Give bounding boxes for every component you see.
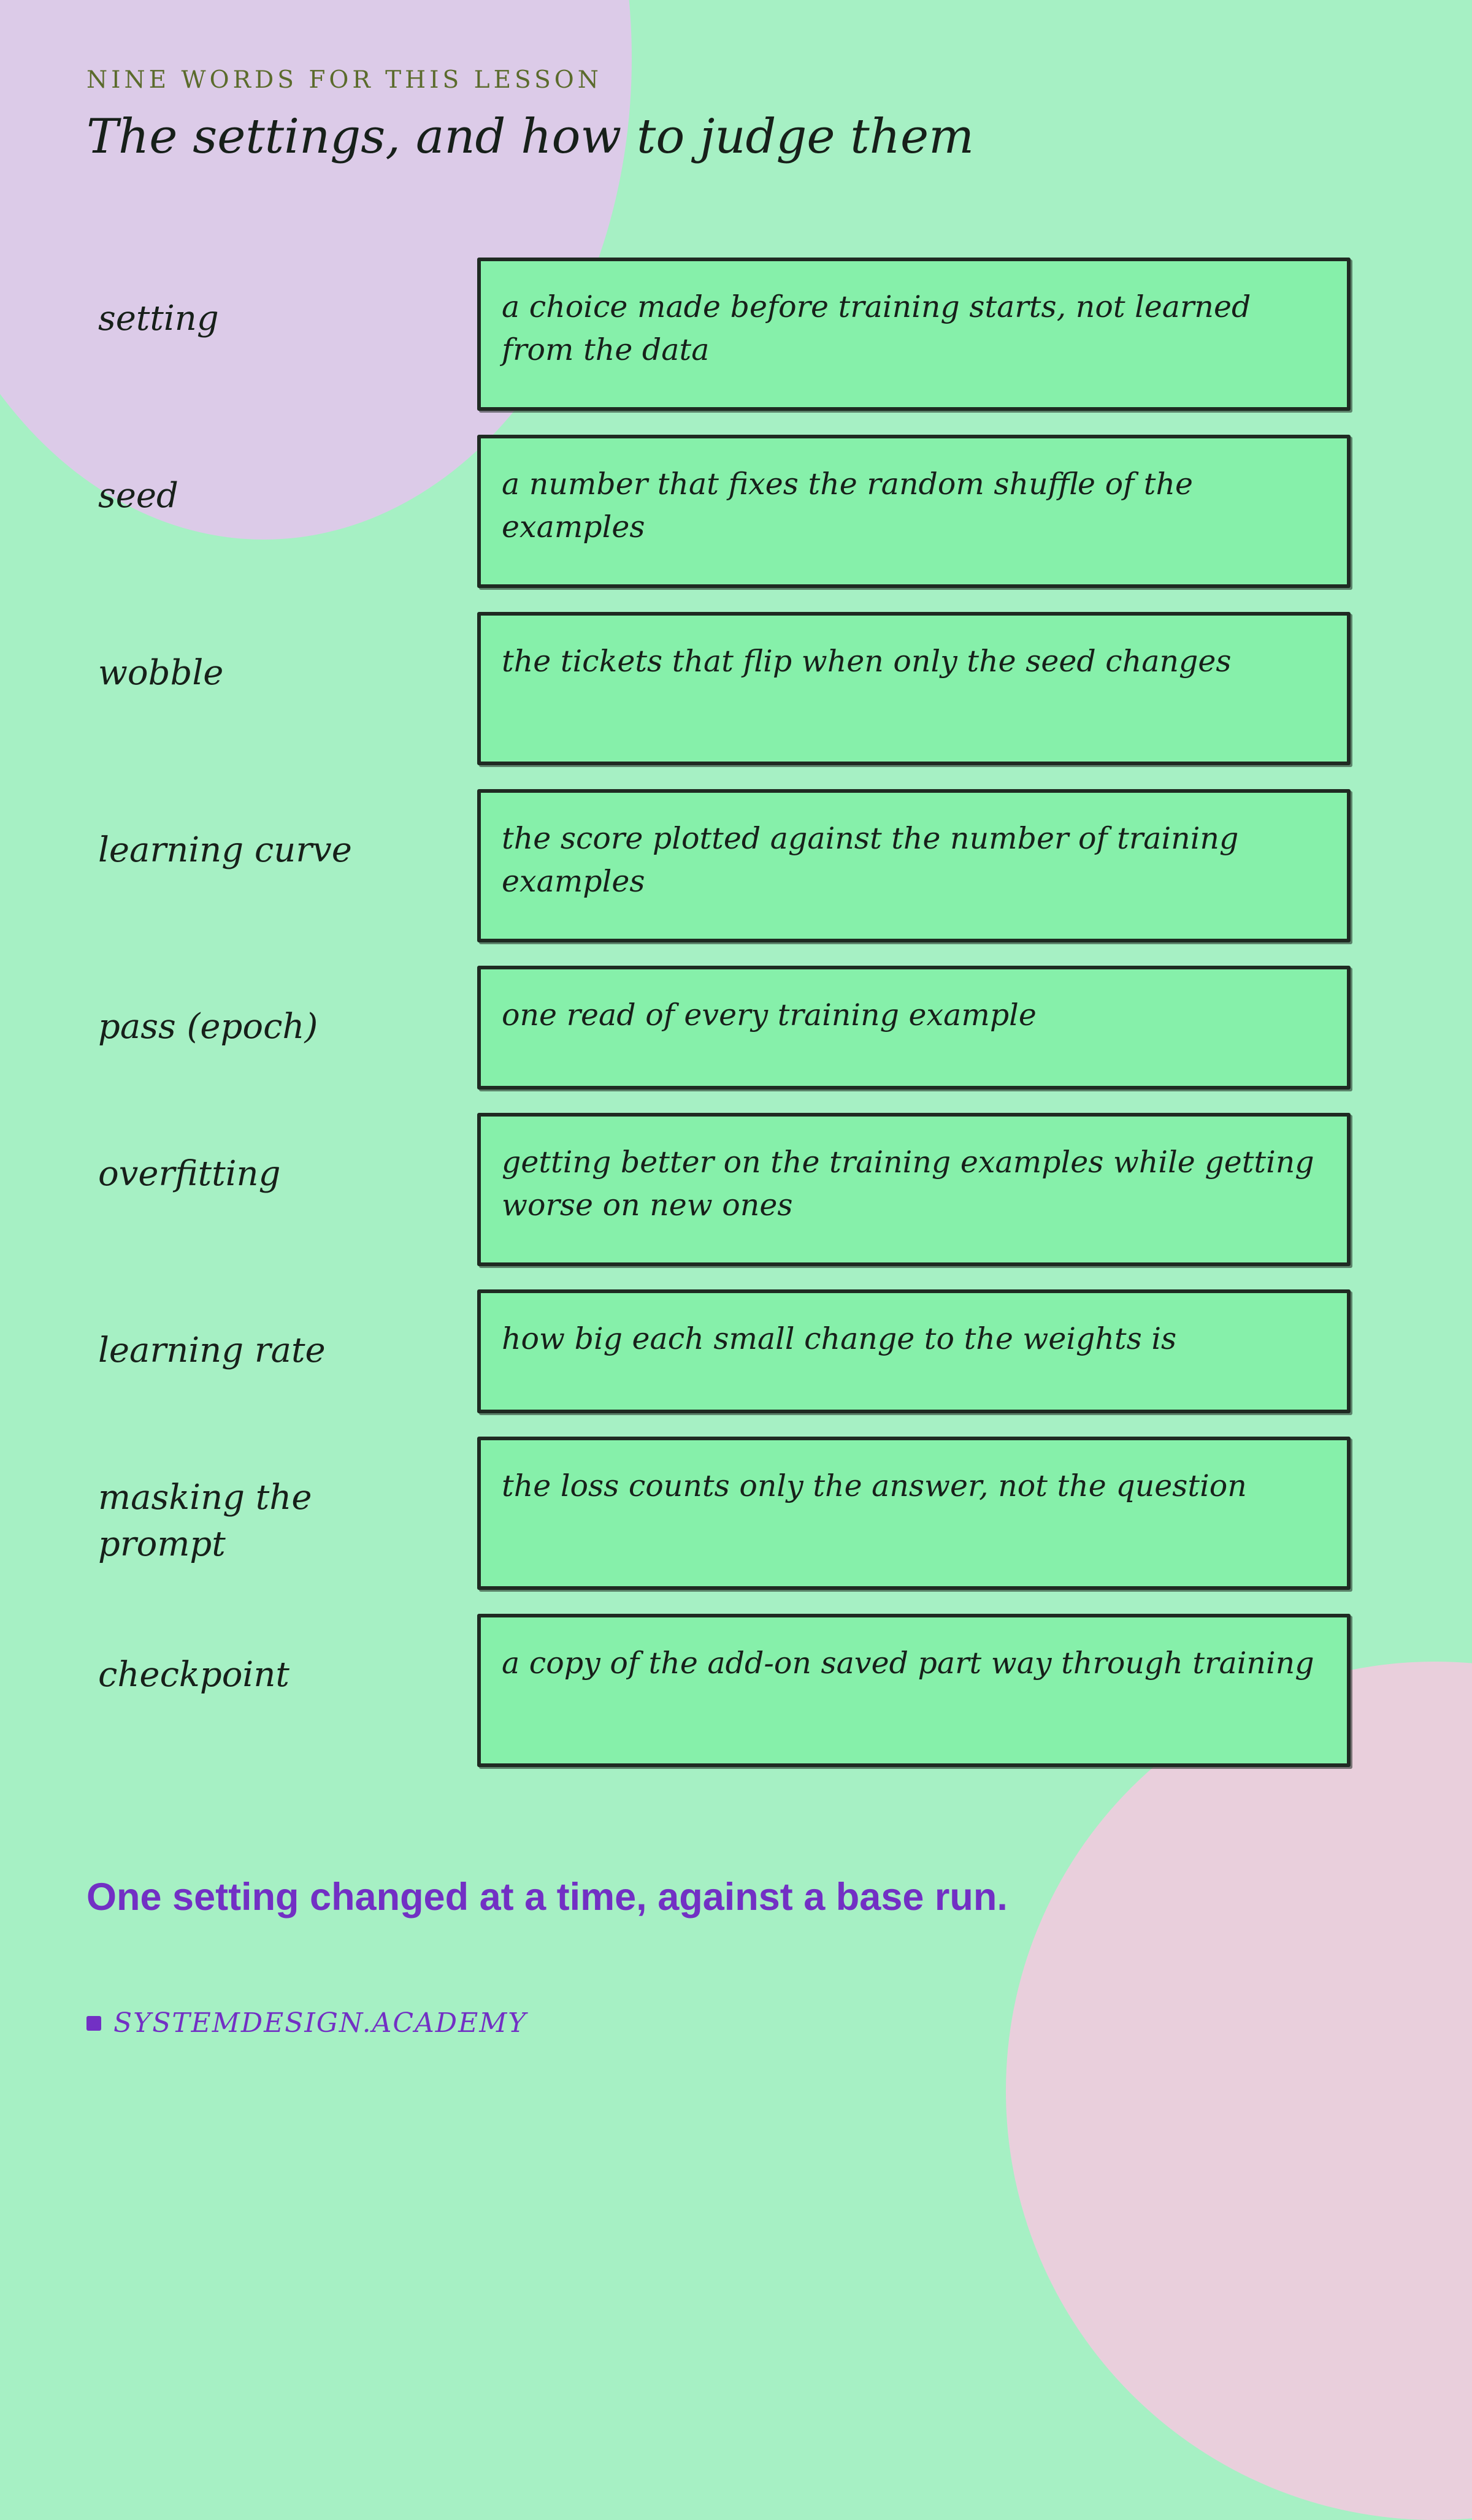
- definition-card: [477, 1289, 1351, 1413]
- definition-card: [477, 435, 1351, 588]
- glossary-term: learning rate: [98, 1331, 326, 1370]
- brand-name: SYSTEMDESIGN.ACADEMY: [113, 2007, 527, 2039]
- tagline: One setting changed at a time, against a base run.: [86, 1876, 1008, 1919]
- glossary-row: [0, 1437, 1472, 1590]
- glossary-term: setting: [98, 299, 219, 338]
- brand-footer: [86, 2007, 527, 2039]
- definition-card: [477, 789, 1351, 942]
- glossary-definition: getting better on the training examples while getting worse on new ones: [502, 1145, 1314, 1223]
- brand-square-icon: [86, 2016, 101, 2031]
- glossary-definition: a choice made before training starts, not learned from the data: [502, 289, 1251, 367]
- glossary-term: seed: [98, 476, 178, 516]
- glossary-row: [0, 789, 1472, 942]
- glossary-row: [0, 1113, 1472, 1266]
- glossary-term: learning curve: [98, 830, 352, 870]
- glossary-row: [0, 1289, 1472, 1413]
- glossary-row: [0, 1614, 1472, 1767]
- definition-card: [477, 258, 1351, 411]
- glossary-definition: a copy of the add-on saved part way through training: [502, 1646, 1314, 1681]
- glossary-definition: the tickets that flip when only the seed changes: [502, 644, 1232, 679]
- definition-card: [477, 966, 1351, 1090]
- glossary-row: [0, 435, 1472, 588]
- glossary-definition: the loss counts only the answer, not the question: [502, 1468, 1247, 1503]
- glossary-term: checkpoint: [98, 1655, 289, 1695]
- glossary-term: masking the prompt: [98, 1478, 312, 1564]
- definition-card: [477, 1437, 1351, 1590]
- glossary-term: wobble: [98, 653, 224, 693]
- page-title: The settings, and how to judge them: [86, 109, 975, 164]
- glossary-row: [0, 612, 1472, 765]
- glossary-definition: how big each small change to the weights is: [502, 1321, 1177, 1356]
- glossary-definition: the score plotted against the number of training examples: [502, 821, 1239, 899]
- glossary-definition: one read of every training example: [502, 998, 1037, 1033]
- definition-card: [477, 612, 1351, 765]
- glossary-term: overfitting: [98, 1154, 281, 1194]
- glossary-definition: a number that fixes the random shuffle of the examples: [502, 467, 1194, 544]
- definition-card: [477, 1113, 1351, 1266]
- eyebrow-label: NINE WORDS FOR THIS LESSON: [86, 66, 602, 94]
- glossary-row: [0, 966, 1472, 1090]
- definition-card: [477, 1614, 1351, 1767]
- glossary-row: [0, 258, 1472, 411]
- glossary-term: pass (epoch): [98, 1007, 318, 1047]
